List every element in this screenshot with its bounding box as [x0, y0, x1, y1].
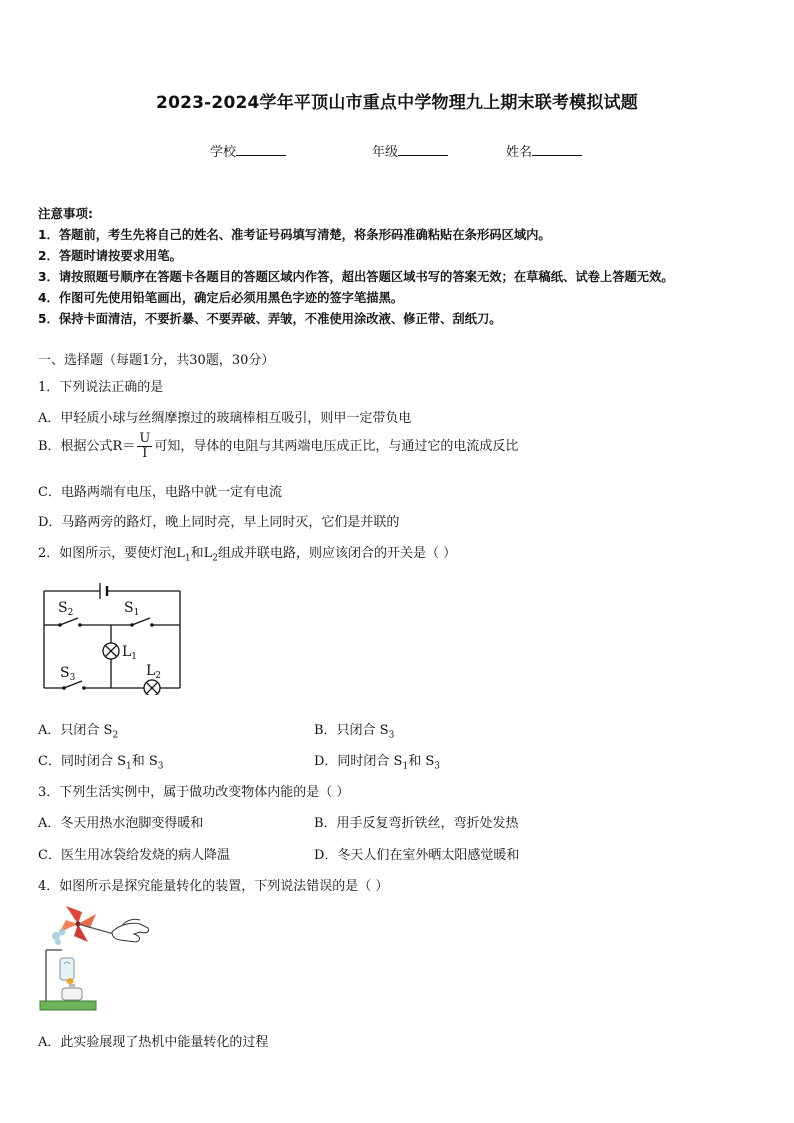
label-s3: $S_3$ — [60, 665, 76, 683]
switch-contact — [150, 623, 154, 627]
grade-blank — [398, 143, 448, 156]
q2-option-d-text: 和 S — [408, 754, 435, 769]
base-platform — [40, 1001, 96, 1010]
label-l2: $L_2$ — [146, 663, 162, 681]
name-label: 姓名 — [506, 145, 533, 160]
name-blank — [532, 143, 582, 156]
notice-item: 3．请按照题号顺序在答题卡各题目的答题区域内作答，超出答题区域书写的答案无效；在草稿纸、试卷上答题无效。 — [38, 270, 674, 284]
q1-option-a: A．甲轻质小球与丝绸摩擦过的玻璃棒相互吸引，则甲一定带负电 — [38, 411, 412, 426]
test-tube-icon — [60, 958, 74, 980]
q2-stem-sub: 1 — [184, 553, 191, 564]
switch-contact — [130, 623, 134, 627]
q2-option-b-text: B．只闭合 S — [314, 723, 389, 738]
q1-option-b — [38, 432, 518, 461]
q2-option-a-text: A．只闭合 S — [38, 723, 113, 738]
switch-contact — [62, 686, 66, 690]
q2-option-c-sub: 1 — [126, 761, 132, 772]
school-blank — [236, 143, 286, 156]
notice-item: 2．答题时请按要求用笔。 — [38, 249, 182, 263]
q2-option-d-text: D．同时闭合 S — [314, 754, 403, 769]
q3-option-d: D．冬天人们在室外晒太阳感觉暖和 — [314, 848, 520, 863]
q3-option-b: B．用手反复弯折铁丝，弯折处发热 — [314, 816, 519, 831]
question-3-stem: 3．下列生活实例中，属于做功改变物体内能的是（ ） — [38, 785, 350, 800]
q2-option-a-sub: 2 — [112, 730, 119, 741]
q1-option-b-prefix: B．根据公式R＝ — [38, 439, 136, 454]
label-s2: $S_2$ — [58, 600, 74, 618]
question-4-stem: 4．如图所示是探究能量转化的装置，下列说法错误的是（ ） — [38, 879, 389, 894]
label-l1: $L_1$ — [122, 644, 138, 662]
q3-option-a: A．冬天用热水泡脚变得暖和 — [38, 816, 204, 831]
pinwheel-icon — [60, 906, 114, 942]
energy-apparatus-illustration — [36, 902, 154, 1014]
fraction-denominator: I — [142, 446, 148, 461]
q1-option-b-suffix: 可知，导体的电阻与其两端电压成正比，与通过它的电流成反比 — [154, 439, 519, 454]
q2-option-b-sub: 3 — [388, 730, 395, 741]
formula-fraction — [137, 432, 152, 461]
switch-contact — [58, 623, 62, 627]
notice-item: 4．作图可先使用铅笔画出，确定后必须用黑色字迹的签字笔描黑。 — [38, 291, 404, 305]
switch-contact — [82, 686, 86, 690]
q2-option-d — [314, 750, 440, 772]
q2-option-a — [38, 719, 118, 741]
q2-stem-sub: 2 — [212, 553, 219, 564]
fraction-numerator: U — [139, 431, 151, 446]
notice-item: 1．答题前，考生先将自己的姓名、准考证号码填写清楚，将条形码准确粘贴在条形码区域内。 — [38, 228, 551, 242]
q2-option-b — [314, 719, 394, 741]
q3-option-c: C．医生用冰袋给发烧的病人降温 — [38, 848, 230, 863]
switch-contact — [78, 623, 82, 627]
q2-option-c-text: C．同时闭合 S — [38, 754, 126, 769]
q1-option-d: D．马路两旁的路灯，晚上同时亮，早上同时灭，它们是并联的 — [38, 515, 400, 530]
grade-label: 年级 — [372, 145, 399, 160]
q2-stem-text: 组成并联电路，则应该闭合的开关是（ ） — [218, 546, 457, 561]
page-title: 2023-2024学年平顶山市重点中学物理九上期末联考模拟试题 — [156, 93, 638, 113]
q2-option-d-sub: 1 — [402, 761, 409, 772]
question-2-stem — [38, 542, 456, 564]
notice-item: 5．保持卡面清洁，不要折暴、不要弄破、弄皱，不准使用涂改液、修正带、刮纸刀。 — [38, 312, 502, 326]
section-heading: 一、选择题（每题1分，共30题，30分） — [38, 353, 275, 368]
q2-stem-text: 2．如图所示，要使灯泡L — [38, 546, 185, 561]
circuit-diagram — [36, 580, 186, 695]
q2-stem-text: 和L — [190, 546, 213, 561]
q2-option-d-sub: 3 — [434, 761, 440, 772]
notice-heading: 注意事项: — [38, 206, 93, 221]
school-label: 学校 — [210, 145, 237, 160]
school-field — [210, 141, 286, 160]
question-1-stem: 1．下列说法正确的是 — [38, 380, 164, 395]
name-field — [506, 141, 582, 160]
q2-option-c-sub: 3 — [157, 761, 164, 772]
label-s1: $S_1$ — [124, 600, 140, 618]
hand-icon — [112, 919, 149, 942]
q4-option-a: A．此实验展现了热机中能量转化的过程 — [38, 1035, 269, 1050]
q2-option-c — [38, 750, 164, 772]
q1-option-c: C．电路两端有电压，电路中就一定有电流 — [38, 485, 282, 500]
q2-option-c-text: 和 S — [131, 754, 158, 769]
steam-icon — [52, 929, 66, 946]
grade-field — [372, 141, 448, 160]
alcohol-lamp-icon — [62, 978, 82, 1000]
